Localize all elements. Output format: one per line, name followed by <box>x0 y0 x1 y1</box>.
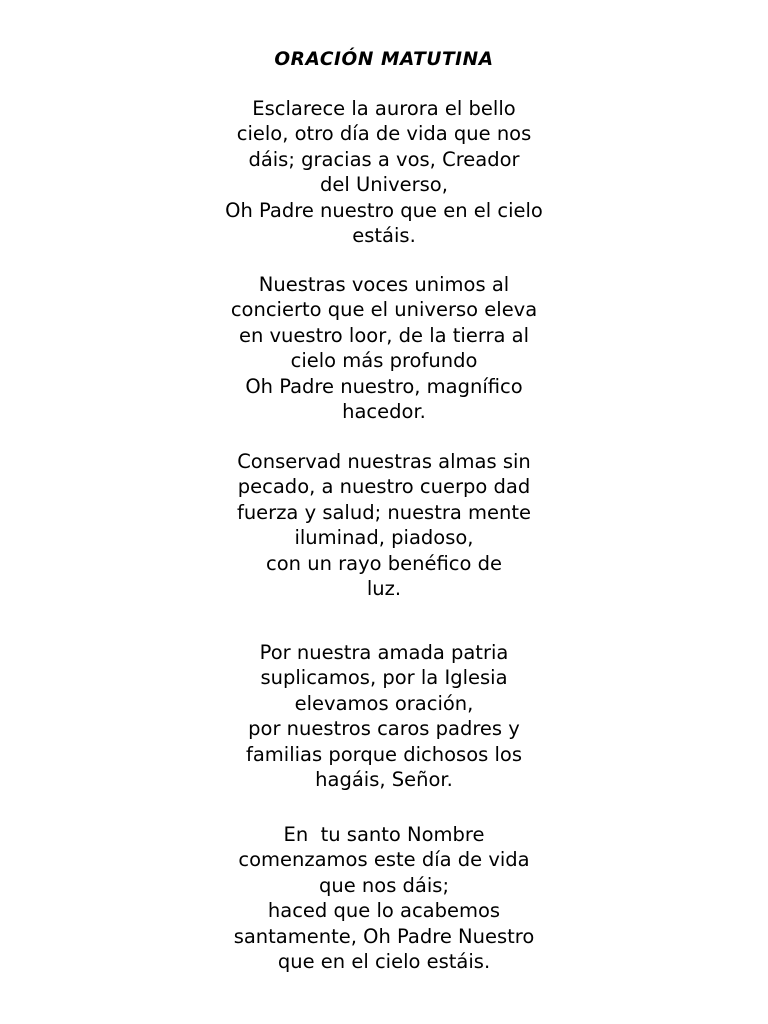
stanza-line: haced que lo acabemos <box>267 899 501 923</box>
stanza-line: con un rayo benéfico de <box>266 551 502 575</box>
stanza-line: pecado, a nuestro cuerpo dad <box>237 475 531 499</box>
stanza-line: Oh Padre nuestro, magnífico <box>245 374 523 398</box>
stanza-line: por nuestros caros padres y <box>248 717 520 741</box>
stanza-line: luz. <box>366 577 402 601</box>
stanza-line: familias porque dichosos los <box>245 742 523 766</box>
stanza-line: fuerza y salud; nuestra mente <box>236 500 532 524</box>
stanza-line: Oh Padre nuestro que en el cielo <box>225 198 543 222</box>
stanza-line: concierto que el universo eleva <box>230 298 538 322</box>
stanza-line: en vuestro loor, de la tierra al <box>238 323 530 347</box>
stanza-2 <box>184 272 584 424</box>
stanza-line: santamente, Oh Padre Nuestro <box>233 924 535 948</box>
stanza-line: Esclarece la aurora el bello <box>252 97 516 120</box>
stanza-line: iluminad, piadoso, <box>294 526 474 550</box>
stanza-line: Nuestras voces unimos al <box>258 273 510 296</box>
stanza-line: elevamos oración, <box>294 691 474 715</box>
document-title: ORACIÓN MATUTINA <box>274 49 494 70</box>
stanza-3 <box>184 449 584 601</box>
stanza-line: Por nuestra amada patria <box>259 641 509 664</box>
stanza-line: hacedor. <box>342 400 426 424</box>
stanza-1 <box>184 96 584 248</box>
stanza-line: hagáis, Señor. <box>315 768 453 792</box>
stanza-line: En tu santo Nombre <box>283 823 485 846</box>
stanza-line: Conservad nuestras almas sin <box>237 450 531 473</box>
stanza-line: cielo más profundo <box>290 349 478 373</box>
stanza-5 <box>184 822 584 974</box>
stanza-line: del Universo, <box>320 173 448 197</box>
stanza-line: suplicamos, por la Iglesia <box>260 666 508 690</box>
stanza-line: cielo, otro día de vida que nos <box>236 122 532 146</box>
stanza-line: que en el cielo estáis. <box>277 950 491 974</box>
stanza-4 <box>184 640 584 792</box>
stanza-line: dáis; gracias a vos, Creador <box>248 147 520 171</box>
stanza-line: estáis. <box>352 224 416 248</box>
stanza-line: comenzamos este día de vida <box>238 848 530 872</box>
stanza-line: que nos dáis; <box>318 873 450 897</box>
